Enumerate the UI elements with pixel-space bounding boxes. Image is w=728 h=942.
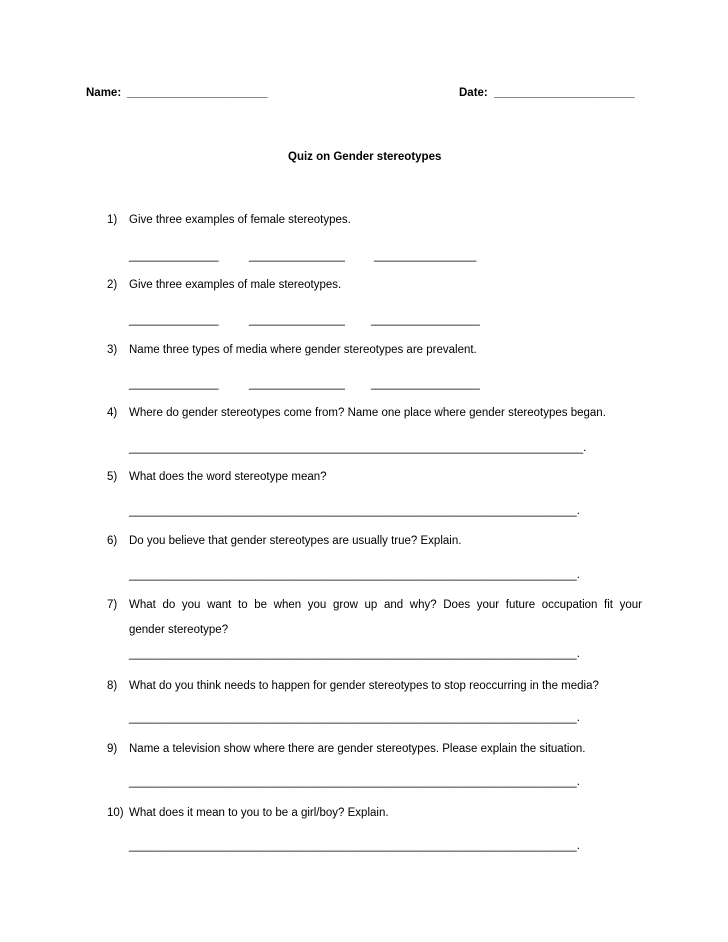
question-text: Do you believe that gender stereotypes are usually true? Explain. [129, 535, 462, 547]
date-label: Date: [459, 87, 488, 99]
answer-blank[interactable]: _______________ [249, 314, 345, 326]
answer-line[interactable]: ______________________________________________________________________. [129, 505, 580, 517]
page-title: Quiz on Gender stereotypes [288, 151, 442, 163]
question-number: 2) [107, 279, 118, 291]
question-text: What do you think needs to happen for gender stereotypes to stop reoccurring in the media? [129, 680, 599, 692]
answer-line[interactable]: ______________________________________________________________________. [129, 712, 580, 724]
answer-line[interactable]: _______________________________________________________________________. [129, 442, 587, 454]
question-number: 10) [107, 807, 124, 819]
question-number: 6) [107, 535, 118, 547]
answer-blank[interactable]: ______________ [129, 250, 219, 262]
question-number: 7) [107, 599, 118, 611]
answer-line[interactable]: ______________________________________________________________________. [129, 569, 580, 581]
question-text: Where do gender stereotypes come from? Name one place where gender stereotypes began. [129, 407, 606, 419]
question-text: Give three examples of female stereotypes. [129, 214, 351, 226]
name-blank[interactable]: ______________________ [127, 87, 268, 99]
question-text: What does it mean to you to be a girl/boy? Explain. [129, 807, 389, 819]
question-number: 4) [107, 407, 118, 419]
answer-blank[interactable]: _______________ [249, 378, 345, 390]
answer-blank[interactable]: ________________ [374, 250, 477, 262]
name-label: Name: [86, 87, 122, 99]
question-text-line-2: gender stereotype? [129, 624, 229, 636]
question-text: Name a television show where there are gender stereotypes. Please explain the situation. [129, 743, 586, 755]
answer-blank[interactable]: ______________ [129, 314, 219, 326]
question-number: 1) [107, 214, 118, 226]
answer-blank[interactable]: _________________ [371, 378, 480, 390]
question-number: 3) [107, 344, 118, 356]
question-text: What does the word stereotype mean? [129, 471, 327, 483]
question-text: Give three examples of male stereotypes. [129, 279, 342, 291]
answer-blank[interactable]: _______________ [249, 250, 345, 262]
question-text: Name three types of media where gender stereotypes are prevalent. [129, 344, 477, 356]
date-blank[interactable]: ______________________ [494, 87, 635, 99]
answer-blank[interactable]: _________________ [371, 314, 480, 326]
question-number: 9) [107, 743, 118, 755]
question-text-line-1: What do you want to be when you grow up and why? Does your future occupation fit your [129, 599, 642, 611]
question-number: 8) [107, 680, 118, 692]
answer-line[interactable]: ______________________________________________________________________. [129, 648, 580, 660]
question-number: 5) [107, 471, 118, 483]
answer-line[interactable]: ______________________________________________________________________. [129, 840, 580, 852]
answer-line[interactable]: ______________________________________________________________________. [129, 776, 580, 788]
answer-blank[interactable]: ______________ [129, 378, 219, 390]
